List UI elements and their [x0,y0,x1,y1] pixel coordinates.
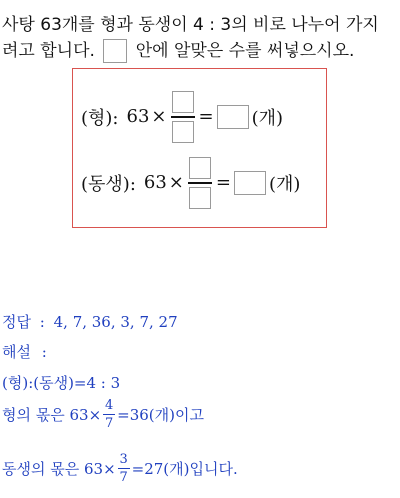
equals-sign: = [215,172,231,194]
blank-box-icon [103,39,127,63]
times-sign: × [151,106,167,128]
younger-denominator-input[interactable] [189,187,211,209]
explanation-ratio: (형):(동생)=4 : 3 [2,374,121,392]
problem-row-younger [81,157,300,209]
older-unit: (개) [251,107,284,129]
explanation-colon: : [41,343,47,361]
explanation-heading [2,341,47,362]
older-numerator-input[interactable] [172,91,194,113]
older-factor: 63 [126,106,150,128]
fraction-numerator: 4 [105,398,114,413]
younger-unit: (개) [268,173,301,195]
problem-frame [72,68,327,228]
answer-values: 4, 7, 36, 3, 7, 27 [53,313,178,331]
younger-label: (동생): [81,173,136,195]
answer-label: 정답 [2,313,31,331]
explanation-line-2-prefix: 동생의 몫은 63× [2,460,116,478]
explanation-line-1-prefix: 형의 몫은 63× [2,406,102,424]
answer-colon: : [39,313,45,331]
older-result-input[interactable] [217,105,249,129]
fraction-bar [118,468,130,469]
explanation-label: 해설 [2,343,31,361]
explanation-line-2 [2,452,238,485]
equals-sign: = [198,106,214,128]
younger-factor: 63 [143,172,167,194]
fraction-bar [188,182,212,184]
answer-line [2,311,178,332]
fraction-bar [171,116,195,118]
explanation-fraction-2 [118,452,130,485]
younger-result-input[interactable] [234,171,266,195]
problem-row-older [81,91,283,143]
fraction-denominator: 7 [105,416,114,431]
older-label: (형): [81,107,119,129]
fraction-numerator: 3 [119,452,128,467]
explanation-line-1 [2,398,204,431]
explanation-fraction-1 [103,398,115,431]
question-line-2-start: 려고 합니다. [2,41,95,61]
times-sign: × [168,172,184,194]
younger-fraction [188,157,212,209]
question-line-2-end: 안에 알맞은 수를 써넣으시오. [135,41,355,61]
older-fraction [171,91,195,143]
explanation-line-2-suffix: =27(개)입니다. [131,460,238,478]
older-denominator-input[interactable] [172,121,194,143]
question-line-1: 사탕 63개를 형과 동생이 4 : 3의 비로 나누어 가지 [2,15,379,35]
younger-numerator-input[interactable] [189,157,211,179]
question-line-2 [2,36,354,63]
fraction-bar [103,414,115,415]
explanation-line-1-suffix: =36(개)이고 [117,406,204,424]
fraction-denominator: 7 [119,470,128,485]
